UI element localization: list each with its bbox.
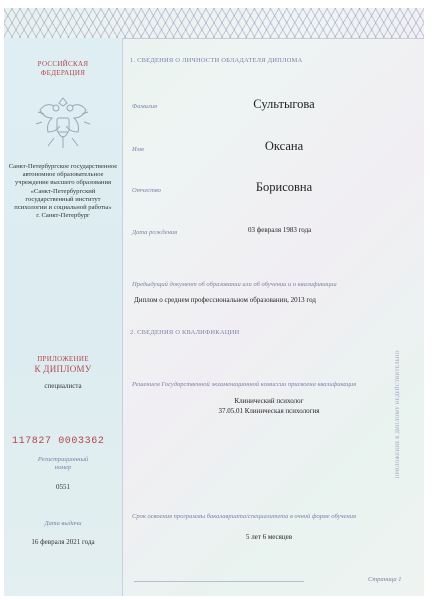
institution-line: г. Санкт-Петербург: [36, 212, 90, 220]
reg-number-label-1: Регистрационный: [37, 456, 89, 463]
section-1-title: 1. СВЕДЕНИЯ О ЛИЧНОСТИ ОБЛАДАТЕЛЯ ДИПЛОМА: [130, 57, 303, 64]
country-line-2: ФЕДЕРАЦИЯ: [40, 69, 86, 77]
coat-of-arms-icon: [32, 92, 94, 154]
patronymic-label: Отчество: [132, 187, 161, 194]
institution-line: психологии и социальной работы»: [14, 204, 112, 212]
prev-document-value: Диплом о среднем профессиональном образовании, 2013 год: [134, 296, 316, 304]
qualification-value-2: 37.05.01 Клиническая психология: [218, 407, 320, 415]
section-2-title: 2. СВЕДЕНИЯ О КВАЛИФИКАЦИИ: [130, 329, 240, 336]
qualification-label: Решением Государственной экзаменационной комиссии присвоена квалификация: [132, 381, 357, 388]
birth-date-value: 03 февраля 1983 года: [248, 226, 312, 234]
issue-date: 16 февраля 2021 года: [31, 538, 95, 546]
side-note: ПРИЛОЖЕНИЕ К ДИПЛОМУ НЕДЕЙСТВИТЕЛЬНО: [396, 350, 401, 478]
serial-number: 117827 0003362: [12, 436, 105, 447]
birth-date-label: Дата рождения: [132, 229, 178, 236]
issue-date-label: Дата выдачи: [44, 520, 82, 527]
country-line-1: РОССИЙСКАЯ: [37, 60, 89, 68]
prev-document-label: Предыдущий документ об образовании или об обучении и о квалификации: [132, 281, 337, 288]
signature-line: [134, 581, 304, 582]
page-number: Страница 1: [368, 576, 402, 583]
surname-label: Фамилия: [132, 103, 157, 110]
appendix-title-2: К ДИПЛОМУ: [34, 364, 92, 374]
qualification-level: специалиста: [44, 382, 82, 390]
name-label: Имя: [132, 146, 144, 153]
reg-number: 0551: [56, 483, 70, 491]
institution-line: «Санкт-Петербургский: [30, 187, 96, 195]
study-term-label: Срок освоения программы бакалавриата/специалитета в очной форме обучения: [132, 513, 357, 520]
institution-line: Санкт-Петербургское государственное: [8, 163, 118, 170]
institution-line: учреждение высшего образования: [14, 179, 112, 187]
institution-name: [4, 163, 122, 220]
qualification-value-1: Клинический психолог: [234, 397, 304, 405]
reg-number-label-2: номер: [54, 464, 72, 471]
patronymic-value: Борисовна: [255, 180, 313, 194]
surname-value: Сультыгова: [253, 97, 315, 111]
study-term-value: 5 лет 6 месяцев: [245, 533, 293, 541]
diploma-appendix-sheet: [4, 8, 424, 596]
guilloche-top-border: [4, 8, 424, 39]
name-value: Оксана: [264, 139, 304, 153]
appendix-title-1: ПРИЛОЖЕНИЕ: [37, 355, 89, 363]
institution-line: государственный институт: [25, 195, 101, 203]
institution-line: автономное образовательное: [22, 171, 104, 179]
panel-divider: [122, 38, 123, 596]
